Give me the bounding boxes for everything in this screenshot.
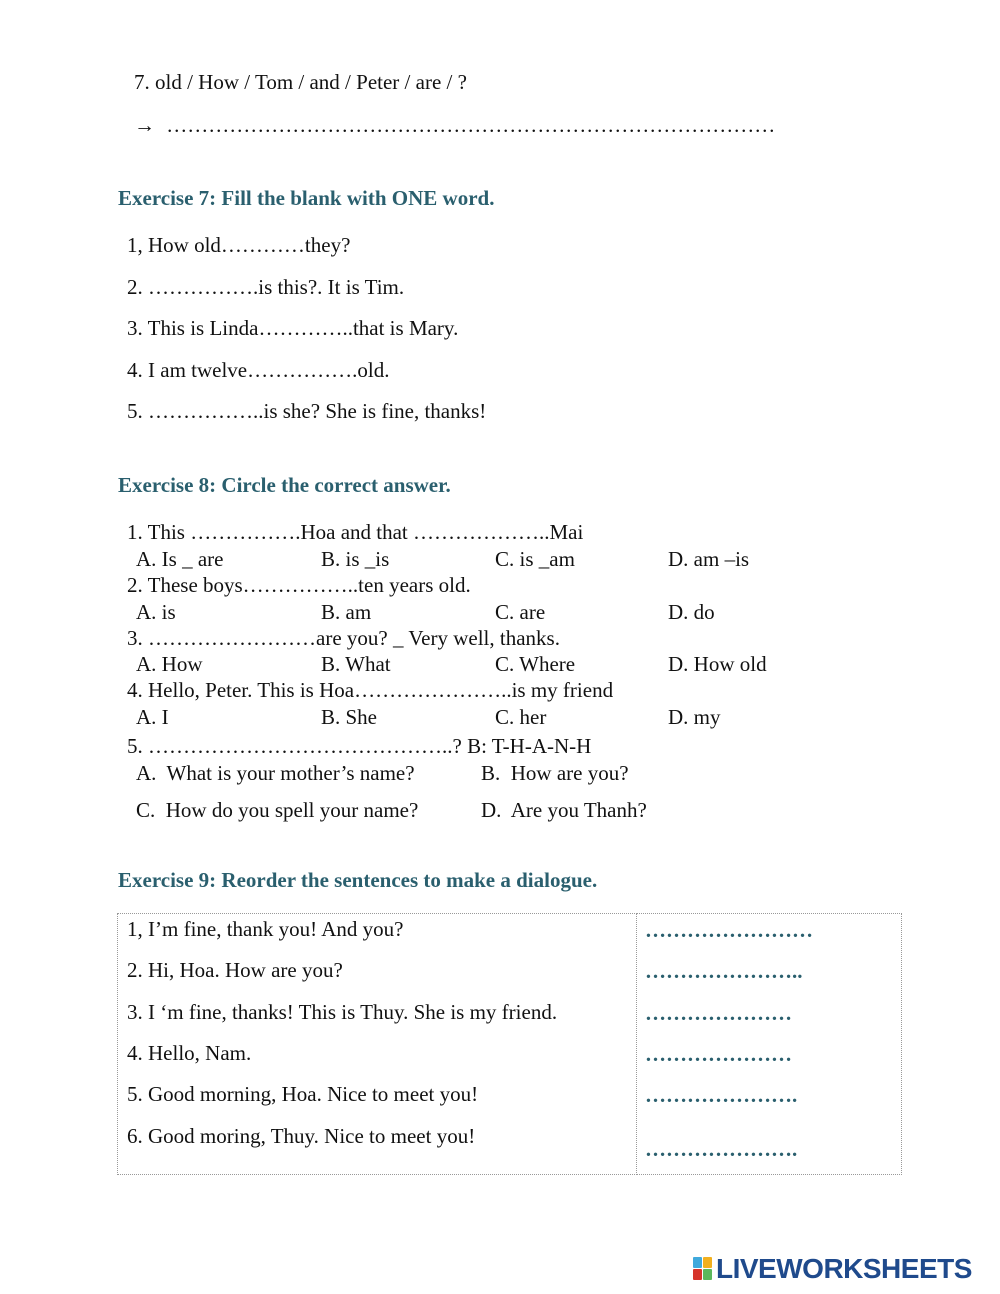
ex8-q3-option-d[interactable]: D. How old	[668, 652, 767, 676]
dialogue-row: 6. Good moring, Thuy. Nice to meet you!	[127, 1124, 476, 1148]
logo-mark-icon	[693, 1257, 713, 1281]
ex8-q5-option-b[interactable]: B. How are you?	[481, 761, 629, 785]
arrow-right-icon: →	[134, 113, 155, 137]
ex8-q4-option-c[interactable]: C. her	[495, 705, 547, 729]
ex8-q2-option-d[interactable]: D. do	[668, 600, 715, 624]
ex8-q5-option-d[interactable]: D. Are you Thanh?	[481, 798, 647, 822]
liveworksheets-logo	[693, 1254, 972, 1284]
ex8-q5-stem: 5. ……………………………………..? B: T-H-A-N-H	[127, 734, 592, 758]
ex8-q4-stem: 4. Hello, Peter. This is Hoa…………………..is my friend	[127, 678, 614, 702]
ex8-q3-stem: 3. ……………………are you? _ Very well, thanks.	[127, 626, 560, 650]
order-blank[interactable]: …………………..	[645, 959, 803, 983]
ex8-q3-option-c[interactable]: C. Where	[495, 652, 576, 676]
ex7-item-2: 2. …………….is this?. It is Tim.	[127, 275, 405, 299]
ex8-q1-option-b[interactable]: B. is _is	[321, 547, 390, 571]
order-blank[interactable]: ………………….	[645, 1137, 798, 1161]
ex8-q2-option-a[interactable]: A. is	[136, 600, 176, 624]
ex8-q3-option-b[interactable]: B. What	[321, 652, 391, 676]
ex8-q1-option-d[interactable]: D. am –is	[668, 547, 750, 571]
ex8-q2-stem: 2. These boys……………..ten years old.	[127, 573, 471, 597]
ex7-item-3: 3. This is Linda…………..that is Mary.	[127, 316, 459, 340]
dialogue-row: 3. I ‘m fine, thanks! This is Thuy. She is my friend.	[127, 1000, 558, 1024]
ex6-item-7: 7. old / How / Tom / and / Peter / are / ?	[134, 70, 467, 94]
ex8-q1-option-a[interactable]: A. Is _ are	[136, 547, 224, 571]
ex8-q1-option-c[interactable]: C. is _am	[495, 547, 575, 571]
dialogue-row: 4. Hello, Nam.	[127, 1041, 252, 1065]
ex6-answer-line	[134, 113, 775, 138]
dialogue-row: 2. Hi, Hoa. How are you?	[127, 958, 343, 982]
exercise-8-heading: Exercise 8: Circle the correct answer.	[118, 473, 451, 497]
dialogue-row: 1, I’m fine, thank you! And you?	[127, 917, 404, 941]
ex8-q5-option-a[interactable]: A. What is your mother’s name?	[136, 761, 415, 785]
order-blank[interactable]: …………………	[645, 1001, 792, 1025]
ex8-q5-option-c[interactable]: C. How do you spell your name?	[136, 798, 419, 822]
exercise-9-heading: Exercise 9: Reorder the sentences to make a dialogue.	[118, 868, 598, 892]
ex8-q4-option-d[interactable]: D. my	[668, 705, 721, 729]
ex7-item-1: 1, How old…………they?	[127, 233, 351, 257]
order-blank[interactable]: ……………………	[645, 918, 813, 942]
order-blank[interactable]: …………………	[645, 1042, 792, 1066]
ex7-item-4: 4. I am twelve…………….old.	[127, 358, 390, 382]
ex8-q4-option-a[interactable]: A. I	[136, 705, 169, 729]
answer-blank[interactable]: ……………………………………………………………………………	[166, 113, 776, 137]
ex8-q2-option-b[interactable]: B. am	[321, 600, 372, 624]
ex8-q1-stem: 1. This …………….Hoa and that ………………..Mai	[127, 520, 584, 544]
ex8-q2-option-c[interactable]: C. are	[495, 600, 546, 624]
ex8-q3-option-a[interactable]: A. How	[136, 652, 203, 676]
dialogue-row: 5. Good morning, Hoa. Nice to meet you!	[127, 1082, 479, 1106]
ex7-item-5: 5. ……………..is she? She is fine, thanks!	[127, 399, 487, 423]
ex8-q4-option-b[interactable]: B. She	[321, 705, 378, 729]
order-blank[interactable]: ………………….	[645, 1083, 798, 1107]
exercise-7-heading: Exercise 7: Fill the blank with ONE word.	[118, 186, 495, 210]
logo-text: LIVEWORKSHEETS	[716, 1253, 972, 1284]
